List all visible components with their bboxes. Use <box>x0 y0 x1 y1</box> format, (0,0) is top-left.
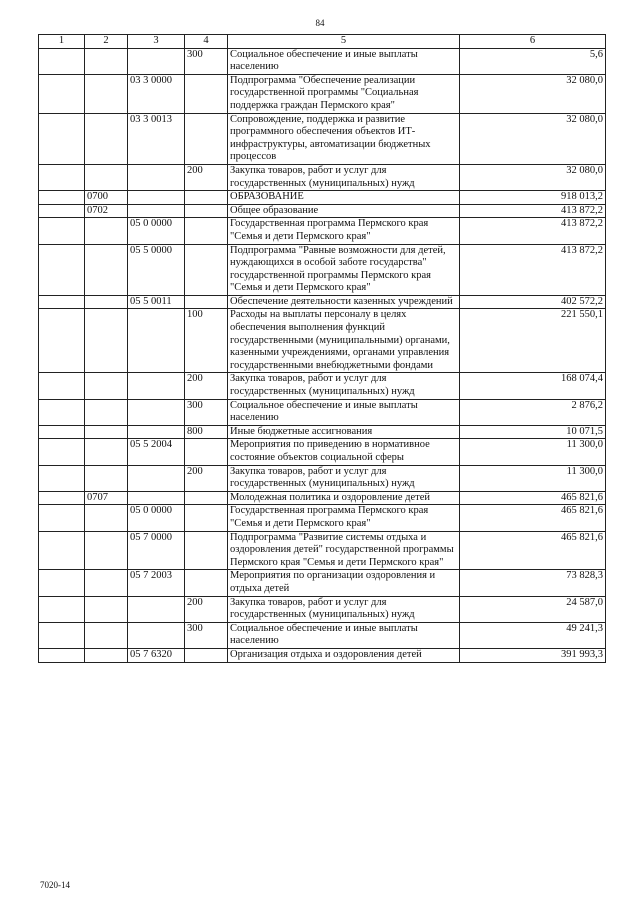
column-header: 2 <box>85 35 128 49</box>
table-row <box>39 425 606 439</box>
item-name-cell: Государственная программа Пермского края "Семья и дети Пермского края" <box>228 218 460 244</box>
table-row <box>39 622 606 648</box>
amount-cell: 32 080,0 <box>460 74 606 113</box>
item-name-cell: Расходы на выплаты персоналу в целях обеспечения выполнения функций государственными (муниципальными) органами, казенными учреждениями, органами управления государственными внебюджетными фондами <box>228 309 460 373</box>
section-code-cell <box>39 531 85 570</box>
section-code-cell <box>39 465 85 491</box>
target-article-cell: 05 5 0000 <box>128 244 185 295</box>
target-article-cell <box>128 373 185 399</box>
amount-cell: 32 080,0 <box>460 113 606 164</box>
amount-cell: 73 828,3 <box>460 570 606 596</box>
section-code-cell <box>39 491 85 505</box>
amount-cell: 2 876,2 <box>460 399 606 425</box>
target-article-cell: 05 0 0000 <box>128 505 185 531</box>
target-article-cell <box>128 48 185 74</box>
expense-type-cell <box>185 491 228 505</box>
subsection-code-cell: 0702 <box>85 204 128 218</box>
expense-type-cell: 200 <box>185 596 228 622</box>
target-article-cell <box>128 164 185 190</box>
target-article-cell: 05 7 2003 <box>128 570 185 596</box>
section-code-cell <box>39 596 85 622</box>
table-row <box>39 191 606 205</box>
target-article-cell: 05 5 0011 <box>128 295 185 309</box>
target-article-cell: 05 5 2004 <box>128 439 185 465</box>
page-number: 84 <box>315 18 325 28</box>
table-row <box>39 204 606 218</box>
expense-type-cell <box>185 570 228 596</box>
section-code-cell <box>39 164 85 190</box>
section-code-cell <box>39 373 85 399</box>
section-code-cell <box>39 439 85 465</box>
subsection-code-cell <box>85 425 128 439</box>
expense-type-cell <box>185 648 228 662</box>
item-name-cell: Социальное обеспечение и иные выплаты населению <box>228 48 460 74</box>
expense-type-cell <box>185 204 228 218</box>
subsection-code-cell <box>85 74 128 113</box>
expense-type-cell <box>185 74 228 113</box>
section-code-cell <box>39 309 85 373</box>
amount-cell: 32 080,0 <box>460 164 606 190</box>
expense-type-cell: 300 <box>185 48 228 74</box>
amount-cell: 465 821,6 <box>460 505 606 531</box>
target-article-cell <box>128 596 185 622</box>
section-code-cell <box>39 399 85 425</box>
item-name-cell: Организация отдыха и оздоровления детей <box>228 648 460 662</box>
item-name-cell: Общее образование <box>228 204 460 218</box>
section-code-cell <box>39 48 85 74</box>
amount-cell: 24 587,0 <box>460 596 606 622</box>
subsection-code-cell <box>85 295 128 309</box>
expense-type-cell: 300 <box>185 399 228 425</box>
table-row <box>39 373 606 399</box>
table-row <box>39 48 606 74</box>
item-name-cell: Закупка товаров, работ и услуг для государственных (муниципальных) нужд <box>228 596 460 622</box>
subsection-code-cell <box>85 373 128 399</box>
amount-cell: 5,6 <box>460 48 606 74</box>
subsection-code-cell <box>85 309 128 373</box>
amount-cell: 10 071,5 <box>460 425 606 439</box>
budget-table <box>38 34 606 663</box>
target-article-cell <box>128 204 185 218</box>
subsection-code-cell <box>85 113 128 164</box>
section-code-cell <box>39 622 85 648</box>
column-header: 1 <box>39 35 85 49</box>
target-article-cell <box>128 491 185 505</box>
amount-cell: 11 300,0 <box>460 465 606 491</box>
target-article-cell: 05 7 0000 <box>128 531 185 570</box>
target-article-cell <box>128 465 185 491</box>
expense-type-cell <box>185 244 228 295</box>
table-row <box>39 648 606 662</box>
expense-type-cell: 200 <box>185 465 228 491</box>
subsection-code-cell <box>85 399 128 425</box>
amount-cell: 465 821,6 <box>460 491 606 505</box>
subsection-code-cell <box>85 244 128 295</box>
section-code-cell <box>39 204 85 218</box>
item-name-cell: Государственная программа Пермского края "Семья и дети Пермского края" <box>228 505 460 531</box>
table-row <box>39 491 606 505</box>
expense-type-cell: 100 <box>185 309 228 373</box>
item-name-cell: Сопровождение, поддержка и развитие программного обеспечения объектов ИТ-инфраструктуры, автоматизации бюджетных процессов <box>228 113 460 164</box>
amount-cell: 402 572,2 <box>460 295 606 309</box>
expense-type-cell: 300 <box>185 622 228 648</box>
amount-cell: 391 993,3 <box>460 648 606 662</box>
item-name-cell: Подпрограмма "Равные возможности для детей, нуждающихся в особой заботе государства" государственной программы Пермского края "Семья и дети Пермского края" <box>228 244 460 295</box>
section-code-cell <box>39 505 85 531</box>
subsection-code-cell: 0707 <box>85 491 128 505</box>
table-row <box>39 465 606 491</box>
section-code-cell <box>39 295 85 309</box>
table-row <box>39 570 606 596</box>
expense-type-cell <box>185 505 228 531</box>
item-name-cell: Мероприятия по организации оздоровления и отдыха детей <box>228 570 460 596</box>
item-name-cell: ОБРАЗОВАНИЕ <box>228 191 460 205</box>
subsection-code-cell <box>85 465 128 491</box>
target-article-cell <box>128 309 185 373</box>
target-article-cell: 03 3 0013 <box>128 113 185 164</box>
expense-type-cell <box>185 113 228 164</box>
table-row <box>39 295 606 309</box>
section-code-cell <box>39 191 85 205</box>
amount-cell: 918 013,2 <box>460 191 606 205</box>
subsection-code-cell <box>85 164 128 190</box>
item-name-cell: Иные бюджетные ассигнования <box>228 425 460 439</box>
amount-cell: 413 872,2 <box>460 244 606 295</box>
section-code-cell <box>39 570 85 596</box>
section-code-cell <box>39 113 85 164</box>
expense-type-cell: 800 <box>185 425 228 439</box>
target-article-cell <box>128 425 185 439</box>
subsection-code-cell <box>85 531 128 570</box>
subsection-code-cell <box>85 622 128 648</box>
item-name-cell: Подпрограмма "Развитие системы отдыха и оздоровления детей" государственной программы Пермского края "Семья и дети Пермского края" <box>228 531 460 570</box>
target-article-cell: 05 7 6320 <box>128 648 185 662</box>
table-row <box>39 113 606 164</box>
expense-type-cell: 200 <box>185 164 228 190</box>
item-name-cell: Закупка товаров, работ и услуг для государственных (муниципальных) нужд <box>228 373 460 399</box>
subsection-code-cell <box>85 218 128 244</box>
table-body <box>39 48 606 662</box>
table-row <box>39 439 606 465</box>
expense-type-cell <box>185 295 228 309</box>
amount-cell: 168 074,4 <box>460 373 606 399</box>
amount-cell: 221 550,1 <box>460 309 606 373</box>
item-name-cell: Закупка товаров, работ и услуг для государственных (муниципальных) нужд <box>228 164 460 190</box>
subsection-code-cell <box>85 596 128 622</box>
expense-type-cell <box>185 531 228 570</box>
subsection-code-cell <box>85 505 128 531</box>
expense-type-cell <box>185 218 228 244</box>
amount-cell: 465 821,6 <box>460 531 606 570</box>
table-row <box>39 505 606 531</box>
table-row <box>39 218 606 244</box>
subsection-code-cell <box>85 439 128 465</box>
subsection-code-cell <box>85 648 128 662</box>
item-name-cell: Обеспечение деятельности казенных учреждений <box>228 295 460 309</box>
expense-type-cell <box>185 439 228 465</box>
item-name-cell: Подпрограмма "Обеспечение реализации государственной программы "Социальная поддержка граждан Пермского края" <box>228 74 460 113</box>
subsection-code-cell <box>85 570 128 596</box>
column-header: 6 <box>460 35 606 49</box>
table-row <box>39 164 606 190</box>
expense-type-cell: 200 <box>185 373 228 399</box>
column-header: 5 <box>228 35 460 49</box>
amount-cell: 49 241,3 <box>460 622 606 648</box>
subsection-code-cell: 0700 <box>85 191 128 205</box>
item-name-cell: Социальное обеспечение и иные выплаты населению <box>228 399 460 425</box>
target-article-cell <box>128 622 185 648</box>
column-header: 3 <box>128 35 185 49</box>
section-code-cell <box>39 74 85 113</box>
table-row <box>39 399 606 425</box>
target-article-cell <box>128 191 185 205</box>
target-article-cell <box>128 399 185 425</box>
section-code-cell <box>39 648 85 662</box>
table-header-row <box>39 35 606 49</box>
item-name-cell: Мероприятия по приведению в нормативное состояние объектов социальной сферы <box>228 439 460 465</box>
amount-cell: 11 300,0 <box>460 439 606 465</box>
amount-cell: 413 872,2 <box>460 204 606 218</box>
item-name-cell: Молодежная политика и оздоровление детей <box>228 491 460 505</box>
item-name-cell: Закупка товаров, работ и услуг для государственных (муниципальных) нужд <box>228 465 460 491</box>
section-code-cell <box>39 244 85 295</box>
column-header: 4 <box>185 35 228 49</box>
section-code-cell <box>39 218 85 244</box>
target-article-cell: 03 3 0000 <box>128 74 185 113</box>
subsection-code-cell <box>85 48 128 74</box>
table-row <box>39 244 606 295</box>
amount-cell: 413 872,2 <box>460 218 606 244</box>
target-article-cell: 05 0 0000 <box>128 218 185 244</box>
item-name-cell: Социальное обеспечение и иные выплаты населению <box>228 622 460 648</box>
document-code: 7020-14 <box>40 880 70 890</box>
expense-type-cell <box>185 191 228 205</box>
table-row <box>39 74 606 113</box>
section-code-cell <box>39 425 85 439</box>
table-row <box>39 531 606 570</box>
table-row <box>39 596 606 622</box>
table-row <box>39 309 606 373</box>
